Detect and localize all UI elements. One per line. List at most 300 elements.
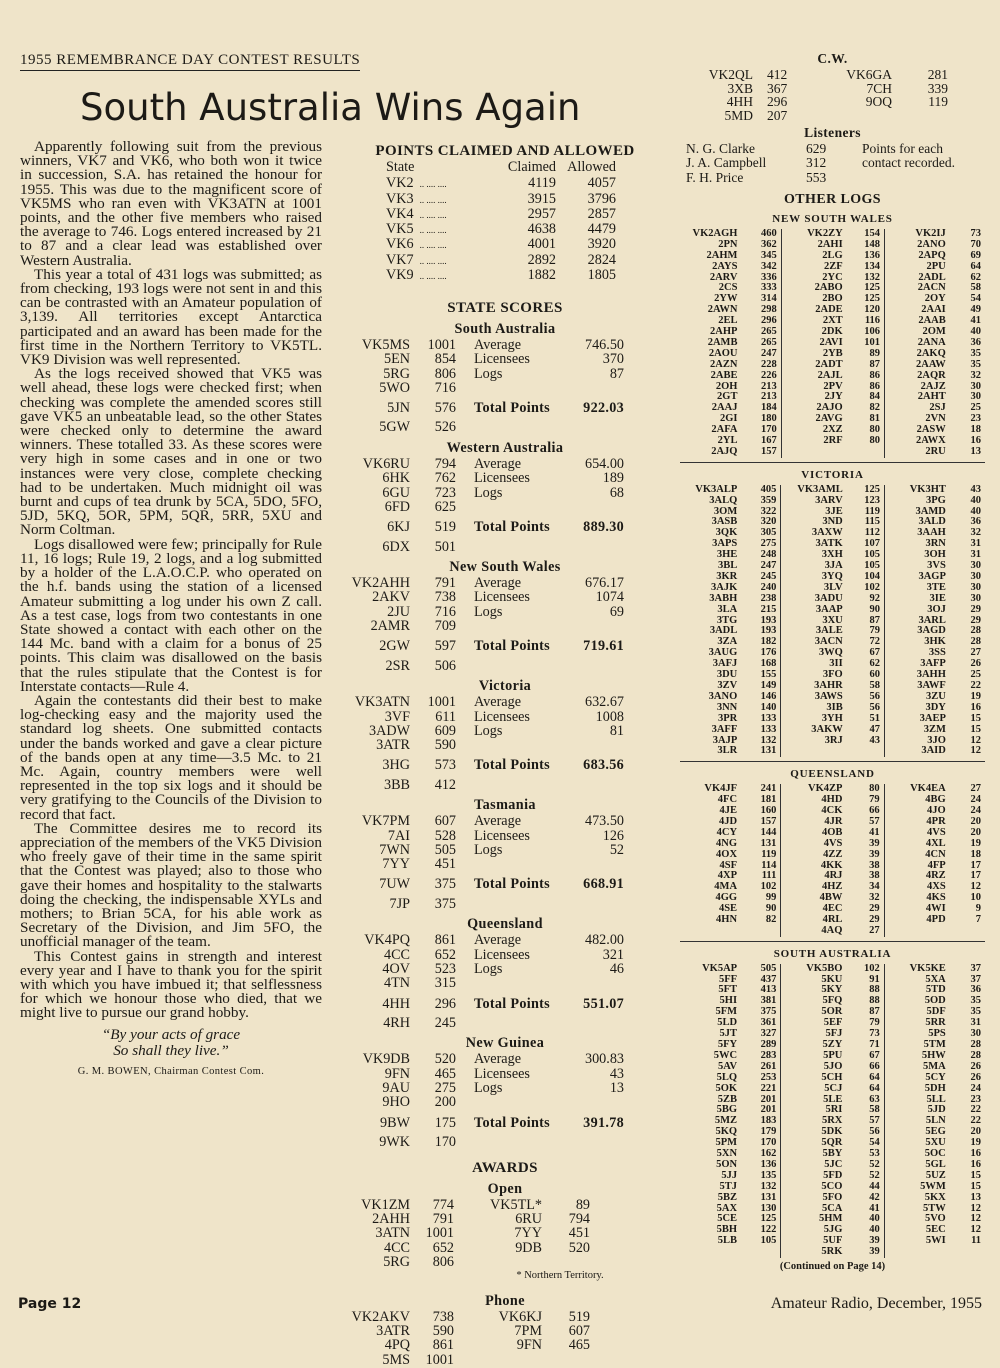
points-row bbox=[350, 253, 616, 268]
log-row bbox=[680, 262, 985, 273]
score: 131 bbox=[760, 745, 777, 757]
callsign: 5LB bbox=[717, 1235, 738, 1247]
score: 89 bbox=[575, 1196, 590, 1213]
score: 18 bbox=[970, 848, 981, 860]
score: 29 bbox=[970, 603, 981, 615]
callsign: 2AAB bbox=[885, 316, 952, 327]
callsign: 4VS bbox=[781, 839, 849, 850]
callsign: 2ABO bbox=[781, 283, 848, 294]
callsign: 5BG bbox=[716, 1104, 738, 1116]
score: 26 bbox=[970, 658, 981, 670]
total-value: 391.78 bbox=[583, 1114, 624, 1131]
score: 87 bbox=[869, 614, 880, 626]
score: 31 bbox=[970, 1017, 981, 1029]
stat-label: Licensees bbox=[474, 470, 530, 487]
score: 73 bbox=[869, 1028, 880, 1040]
callsign: 3AWF bbox=[884, 681, 951, 692]
callsign: VK6RU bbox=[362, 456, 410, 473]
log-table bbox=[680, 964, 985, 1258]
score: 42 bbox=[869, 1191, 880, 1203]
callsign: 2RU bbox=[885, 447, 952, 458]
callsign: 2GT bbox=[717, 391, 738, 403]
callsign: 2AHH bbox=[372, 1211, 410, 1228]
callsign: 2SJ bbox=[885, 403, 952, 414]
stat-label: Licensees bbox=[474, 827, 530, 844]
dot-leader: .. .... .... bbox=[419, 179, 447, 190]
score: 30 bbox=[970, 1028, 981, 1040]
score: 88 bbox=[869, 984, 880, 996]
score: 1001 bbox=[427, 336, 456, 353]
col-allowed: Allowed bbox=[567, 159, 616, 176]
claimed-value: 3915 bbox=[527, 190, 556, 207]
callsign: 5OD bbox=[884, 996, 952, 1007]
score: 19 bbox=[970, 1137, 981, 1149]
score: 72 bbox=[869, 636, 880, 648]
award-row bbox=[350, 1310, 590, 1324]
callsign bbox=[680, 1247, 743, 1258]
score: 22 bbox=[970, 1115, 981, 1127]
score: 241 bbox=[760, 783, 777, 795]
score: 140 bbox=[760, 701, 777, 713]
callsign: 6DX bbox=[382, 538, 410, 555]
callsign: 2AHP bbox=[710, 326, 738, 338]
callsign: 2VN bbox=[885, 414, 952, 425]
score: 123 bbox=[864, 494, 880, 506]
callsign: 5ZB bbox=[717, 1093, 738, 1105]
score-row bbox=[350, 933, 624, 947]
callsign: 4PD bbox=[884, 915, 952, 926]
spacer bbox=[474, 778, 574, 792]
score: 87 bbox=[869, 358, 880, 370]
callsign: 3JA bbox=[781, 561, 849, 572]
callsign: 4GG bbox=[715, 892, 738, 904]
score: 40 bbox=[869, 1213, 880, 1225]
score: 213 bbox=[760, 391, 777, 403]
listener-name: F. H. Price bbox=[686, 169, 744, 185]
score: 180 bbox=[760, 413, 777, 425]
callsign: 4JD bbox=[718, 815, 738, 827]
callsign: 5FF bbox=[718, 973, 738, 985]
score: 10 bbox=[970, 892, 981, 904]
callsign: 2YL bbox=[717, 435, 738, 447]
callsign: 3XU bbox=[781, 616, 849, 627]
callsign: 3VS bbox=[884, 561, 951, 572]
callsign: 5RX bbox=[781, 1116, 849, 1127]
callsign: 4CC bbox=[383, 1239, 410, 1256]
article-paragraph: The Committee desires me to record its appreciation of the members of the VK5 Division who freely gave of their time in the same spirit that the Contest was played; also to those who gave their homes and hospitality to the stalwarts doing the checking, the indispensable XYLs and mothers; to Brian 5CA, for his able work as Secretary of the Division, and Jim 5FO, the unofficial manager of the team. bbox=[20, 819, 322, 951]
allowed-value: 2824 bbox=[587, 251, 616, 268]
score: 133 bbox=[760, 723, 777, 735]
callsign: 9AU bbox=[382, 1080, 410, 1097]
score: 12 bbox=[970, 1213, 981, 1225]
score: 39 bbox=[869, 1235, 880, 1247]
listener-row bbox=[680, 156, 955, 171]
state-score-table bbox=[350, 338, 624, 435]
score: 39 bbox=[869, 848, 880, 860]
score: 791 bbox=[434, 575, 456, 592]
callsign: 3AJP bbox=[712, 734, 738, 746]
callsign: 5JO bbox=[781, 1062, 849, 1073]
callsign: VK2AHH bbox=[351, 575, 410, 592]
callsign: VK2QL bbox=[708, 66, 753, 82]
callsign: VK4PQ bbox=[364, 932, 410, 949]
callsign: 3RN bbox=[884, 539, 951, 550]
callsign bbox=[797, 109, 908, 123]
callsign: 6FD bbox=[384, 498, 410, 515]
score: 179 bbox=[760, 1126, 777, 1138]
score-row bbox=[350, 395, 624, 420]
callsign: 4RZ bbox=[884, 871, 952, 882]
score-row bbox=[350, 962, 624, 976]
score: 451 bbox=[568, 1225, 590, 1242]
callsign: 2AAJ bbox=[711, 402, 738, 414]
callsign: 3LR bbox=[717, 745, 738, 757]
callsign: 3DU bbox=[716, 669, 738, 681]
callsign: 3ATR bbox=[376, 737, 410, 754]
score-row bbox=[350, 1135, 624, 1149]
callsign: 4JR bbox=[781, 817, 849, 828]
callsign: 2DK bbox=[781, 327, 848, 338]
score: 221 bbox=[760, 1082, 777, 1094]
callsign: 3YH bbox=[781, 714, 849, 725]
score: 148 bbox=[864, 238, 880, 250]
score: 240 bbox=[760, 581, 777, 593]
score: 56 bbox=[869, 690, 880, 702]
score: 609 bbox=[434, 722, 456, 739]
callsign: 4RH bbox=[383, 1014, 410, 1031]
score: 157 bbox=[760, 815, 777, 827]
callsign: 5ZY bbox=[781, 1040, 849, 1051]
awards-open-title: Open bbox=[487, 1180, 523, 1197]
score: 333 bbox=[760, 282, 777, 294]
spacer bbox=[474, 659, 574, 673]
score: 29 bbox=[970, 614, 981, 626]
points-row bbox=[350, 207, 616, 222]
magazine-issue: Amateur Radio, December, 1955 bbox=[770, 1295, 982, 1312]
callsign: 5WC bbox=[713, 1049, 738, 1061]
callsign: 5LQ bbox=[716, 1071, 738, 1083]
score: 52 bbox=[869, 1169, 880, 1181]
score: 112 bbox=[864, 527, 880, 539]
callsign: 2AOU bbox=[708, 347, 738, 359]
callsign: 2AYS bbox=[712, 260, 738, 272]
score: 806 bbox=[434, 365, 456, 382]
points-row bbox=[350, 268, 616, 283]
state-score-table bbox=[350, 576, 624, 673]
callsign: 4HH bbox=[726, 94, 753, 110]
score: 40 bbox=[970, 505, 981, 517]
score: 26 bbox=[970, 1060, 981, 1072]
score: 31 bbox=[970, 549, 981, 561]
log-row bbox=[680, 251, 985, 262]
score: 131 bbox=[760, 1191, 777, 1203]
score-row bbox=[350, 1081, 624, 1095]
score-row bbox=[350, 948, 624, 962]
callsign: 4HH bbox=[382, 995, 410, 1012]
score: 520 bbox=[434, 1051, 456, 1068]
score: 90 bbox=[765, 903, 777, 915]
score: 24 bbox=[970, 804, 981, 816]
stat-value: 654.00 bbox=[584, 456, 624, 473]
callsign bbox=[781, 746, 849, 757]
closing-quote: “By your acts of grace So shall they live.” bbox=[101, 1025, 241, 1059]
callsign: 5FJ bbox=[781, 1029, 849, 1040]
score: 201 bbox=[760, 1104, 777, 1116]
score: 104 bbox=[864, 570, 880, 582]
score: 413 bbox=[760, 984, 777, 996]
score: 40 bbox=[970, 494, 981, 506]
callsign: 5RI bbox=[781, 1105, 849, 1116]
callsign: 2AWX bbox=[885, 436, 952, 447]
score: 505 bbox=[434, 841, 456, 858]
dot-leader: .. .... .... bbox=[419, 240, 447, 251]
score: 362 bbox=[760, 238, 777, 250]
score: 17 bbox=[970, 870, 981, 882]
callsign: VK2IJ bbox=[885, 229, 952, 240]
callsign: 3ALQ bbox=[709, 494, 738, 506]
listener-name: J. A. Campbell bbox=[686, 155, 767, 171]
callsign: VK3HT bbox=[884, 485, 951, 496]
state-name: Victoria bbox=[478, 677, 532, 694]
state-score-table bbox=[350, 814, 624, 911]
stat-label: Logs bbox=[474, 603, 503, 620]
callsign: 7YY bbox=[382, 856, 410, 873]
spacer bbox=[574, 976, 624, 990]
score: 597 bbox=[434, 638, 456, 655]
allowed-value: 3796 bbox=[587, 190, 616, 207]
spacer bbox=[574, 540, 624, 554]
callsign: 2ACN bbox=[885, 283, 952, 294]
spacer bbox=[474, 381, 574, 395]
score: 67 bbox=[869, 647, 880, 659]
award-row bbox=[350, 1212, 590, 1226]
logs-column bbox=[680, 52, 985, 1274]
callsign: 9BW bbox=[380, 1114, 410, 1131]
score: 625 bbox=[434, 498, 456, 515]
score: 207 bbox=[767, 108, 788, 124]
score: 36 bbox=[970, 984, 981, 996]
log-table bbox=[680, 229, 985, 458]
callsign: 3QK bbox=[715, 527, 738, 539]
callsign: 2ZF bbox=[781, 262, 848, 273]
points-title: POINTS CLAIMED AND ALLOWED bbox=[375, 143, 635, 159]
stat-value: 1074 bbox=[595, 589, 624, 606]
score: 12 bbox=[970, 734, 981, 746]
state-score-table bbox=[350, 457, 624, 554]
callsign: 4OV bbox=[382, 960, 410, 977]
callsign: 5TD bbox=[884, 985, 952, 996]
score-row bbox=[350, 540, 624, 554]
listeners-title: Listeners bbox=[804, 124, 861, 140]
spacer bbox=[574, 778, 624, 792]
score: 367 bbox=[767, 80, 788, 96]
score: 125 bbox=[864, 293, 880, 305]
score: 56 bbox=[869, 701, 880, 713]
callsign: 4PR bbox=[884, 817, 952, 828]
score: 154 bbox=[864, 227, 880, 239]
score: 861 bbox=[434, 932, 456, 949]
claimed-value: 4638 bbox=[527, 221, 556, 238]
score: 16 bbox=[970, 1148, 981, 1160]
score-row bbox=[350, 695, 624, 709]
page-title: South Australia Wins Again bbox=[80, 86, 581, 129]
award-row bbox=[350, 1226, 590, 1240]
stat-label: Licensees bbox=[474, 589, 530, 606]
log-table bbox=[680, 485, 985, 758]
spacer bbox=[574, 857, 624, 871]
callsign: 5EN bbox=[383, 351, 410, 368]
callsign: 3XH bbox=[781, 550, 849, 561]
score-row bbox=[350, 590, 624, 604]
score: 738 bbox=[434, 589, 456, 606]
score-row bbox=[350, 871, 624, 896]
callsign: 3VF bbox=[384, 708, 410, 725]
total-value: 683.56 bbox=[583, 757, 624, 774]
callsign: 2PV bbox=[781, 382, 848, 393]
score: 56 bbox=[869, 1126, 880, 1138]
score: 54 bbox=[869, 1137, 880, 1149]
log-row bbox=[680, 1084, 985, 1095]
score: 275 bbox=[434, 1080, 456, 1097]
callsign: 3ALE bbox=[781, 626, 849, 637]
callsign: 5ON bbox=[716, 1158, 738, 1170]
callsign: VK1ZM bbox=[361, 1196, 410, 1213]
callsign: 5GL bbox=[884, 1160, 952, 1171]
dot-leader: .. .... .... bbox=[419, 225, 447, 236]
awards-title: AWARDS bbox=[472, 1160, 538, 1177]
score: 15 bbox=[970, 1169, 981, 1181]
callsign: 5KQ bbox=[715, 1126, 738, 1138]
score: 265 bbox=[760, 336, 777, 348]
callsign: 2OH bbox=[715, 380, 738, 392]
dot-leader: .. .... .... bbox=[419, 209, 447, 220]
callsign: 4BW bbox=[781, 893, 849, 904]
score-row bbox=[350, 486, 624, 500]
score: 738 bbox=[432, 1308, 454, 1325]
score: 314 bbox=[760, 293, 777, 305]
continued-note: (Continued on Page 14) bbox=[779, 1261, 886, 1273]
callsign: 9OQ bbox=[865, 94, 892, 110]
score: 64 bbox=[970, 260, 981, 272]
callsign: 2AAW bbox=[885, 360, 952, 371]
score: 506 bbox=[434, 657, 456, 674]
listener-note bbox=[856, 171, 955, 186]
spacer bbox=[574, 420, 624, 434]
score: 81 bbox=[869, 413, 880, 425]
score: 381 bbox=[760, 995, 777, 1007]
callsign: 2OM bbox=[885, 327, 952, 338]
callsign: 5XU bbox=[884, 1138, 952, 1149]
score: 794 bbox=[434, 456, 456, 473]
score: 57 bbox=[869, 815, 880, 827]
callsign: 2AHT bbox=[885, 392, 952, 403]
callsign: 2XZ bbox=[781, 425, 848, 436]
score: 86 bbox=[869, 369, 880, 381]
spacer bbox=[474, 1095, 574, 1109]
score: 296 bbox=[767, 94, 788, 110]
callsign: 2OY bbox=[885, 294, 952, 305]
log-row bbox=[680, 839, 985, 850]
score-row bbox=[350, 829, 624, 843]
callsign: 6KJ bbox=[387, 519, 410, 536]
listener-score: 629 bbox=[806, 140, 827, 156]
callsign: 2AJL bbox=[781, 371, 848, 382]
score: 19 bbox=[970, 690, 981, 702]
score: 36 bbox=[970, 516, 981, 528]
callsign: 2AVG bbox=[781, 414, 848, 425]
callsign: 2AKV bbox=[372, 589, 410, 606]
awards-phone-title: Phone bbox=[485, 1292, 525, 1309]
points-row bbox=[350, 222, 616, 237]
callsign: VK3AML bbox=[781, 485, 849, 496]
score: 16 bbox=[970, 1158, 981, 1170]
score: 176 bbox=[760, 647, 777, 659]
spacer bbox=[574, 381, 624, 395]
callsign bbox=[680, 926, 743, 937]
callsign: 4CN bbox=[884, 850, 952, 861]
score-row bbox=[350, 738, 624, 752]
score: 15 bbox=[970, 712, 981, 724]
callsign: 3AXW bbox=[781, 528, 849, 539]
state-code bbox=[350, 222, 476, 237]
stat-label: Licensees bbox=[474, 946, 530, 963]
callsign: VK4ZP bbox=[781, 784, 849, 795]
callsign: 3II bbox=[781, 659, 849, 670]
callsign: 3WQ bbox=[781, 648, 849, 659]
score: 175 bbox=[434, 1114, 456, 1131]
score-row bbox=[350, 659, 624, 673]
callsign: 3TG bbox=[716, 614, 738, 626]
score: 134 bbox=[864, 260, 880, 272]
score: 69 bbox=[970, 249, 981, 261]
callsign: 5JN bbox=[387, 400, 410, 417]
callsign: 5AX bbox=[716, 1202, 738, 1214]
callsign: 5FY bbox=[717, 1038, 738, 1050]
callsign: 3AFF bbox=[711, 723, 738, 735]
col-claimed: Claimed bbox=[507, 159, 556, 176]
callsign: 5JC bbox=[781, 1160, 849, 1171]
callsign: 2AWN bbox=[707, 304, 738, 316]
callsign: 5HW bbox=[884, 1051, 952, 1062]
callsign: 2ADE bbox=[781, 305, 848, 316]
callsign: VK5AP bbox=[702, 962, 738, 974]
score: 13 bbox=[970, 446, 981, 457]
score: 201 bbox=[760, 1093, 777, 1105]
callsign: 3APS bbox=[712, 538, 738, 550]
callsign bbox=[781, 447, 848, 458]
score: 652 bbox=[432, 1239, 454, 1256]
allowed-value: 4479 bbox=[587, 221, 616, 238]
score-row bbox=[350, 1095, 624, 1109]
score: 22 bbox=[970, 680, 981, 692]
score-row bbox=[350, 897, 624, 911]
score: 238 bbox=[760, 592, 777, 604]
callsign: 5JT bbox=[719, 1028, 738, 1040]
allowed-value: 4057 bbox=[587, 175, 616, 192]
score: 133 bbox=[760, 712, 777, 724]
score: 26 bbox=[970, 1071, 981, 1083]
callsign: 2GW bbox=[379, 638, 410, 655]
score-row bbox=[350, 752, 624, 777]
callsign: 5RG bbox=[383, 1254, 410, 1270]
spacer bbox=[474, 540, 574, 554]
stat-label: Average bbox=[474, 336, 521, 353]
callsign: 2ASW bbox=[885, 425, 952, 436]
score: 35 bbox=[970, 347, 981, 359]
stat-label: Logs bbox=[474, 960, 503, 977]
callsign: 5FO bbox=[781, 1193, 849, 1204]
score: 132 bbox=[760, 734, 777, 746]
